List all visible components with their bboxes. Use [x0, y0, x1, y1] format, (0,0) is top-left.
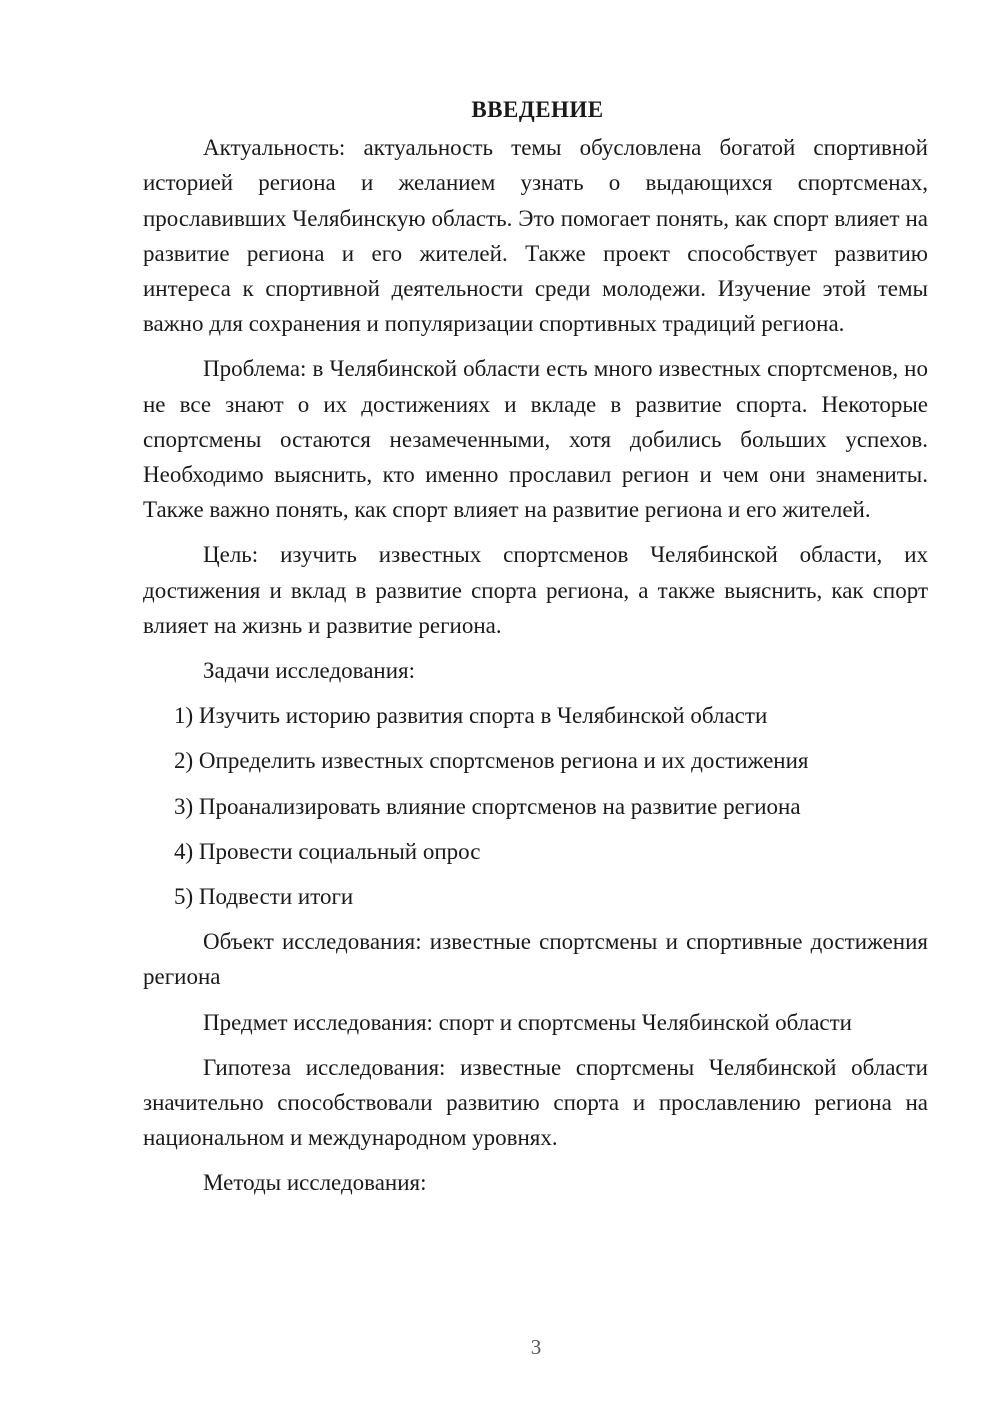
task-item: 1) Изучить историю развития спорта в Челябинской области [174, 703, 768, 729]
page-content [143, 92, 928, 1211]
hypothesis-paragraph: Гипотеза исследования: известные спортсмены Челябинской области значительно способствовали развитию спорта и прославлению региона на национальном и международном уровнях. [143, 1054, 928, 1151]
tasks-list [143, 698, 928, 914]
relevance-paragraph: Актуальность: актуальность темы обусловлена богатой спортивной историей региона и желанием узнать о выдающихся спортсменах, прославивших Челябинскую область. Это помогает понять, как спорт влияет на развитие региона и его жителей. Также проект способствует развитию интереса к спортивной деятельности среди молодежи. Изучение этой темы важно для сохранения и популяризации спортивных традиций региона. [143, 135, 928, 337]
goal-paragraph: Цель: изучить известных спортсменов Челябинской области, их достижения и вклад в развитие спорта региона, а также выяснить, как спорт влияет на жизнь и развитие региона. [143, 542, 928, 638]
subject-paragraph: Предмет исследования: спорт и спортсмены Челябинской области [203, 1009, 852, 1035]
task-item: 2) Определить известных спортсменов региона и их достижения [174, 748, 809, 774]
section-title: ВВЕДЕНИЕ [471, 97, 604, 122]
task-item: 3) Проанализировать влияние спортсменов на развитие региона [174, 793, 801, 819]
object-paragraph: Объект исследования: известные спортсмены и спортивные достижения региона [143, 929, 928, 990]
methods-heading: Методы исследования: [203, 1170, 427, 1196]
page-number: 3 [530, 1335, 542, 1359]
problem-paragraph: Проблема: в Челябинской области есть много известных спортсменов, но не все знают о их достижениях и вкладе в развитие спорта. Некоторые спортсмены остаются незамеченными, хотя добились больших успехов. Необходимо выяснить, кто именно прославил регион и чем они знамениты. Также важно понять, как спорт влияет на развитие региона и его жителей. [143, 356, 928, 523]
task-item: 5) Подвести итоги [174, 884, 354, 910]
tasks-heading: Задачи исследования: [203, 658, 416, 684]
task-item: 4) Провести социальный опрос [174, 838, 481, 864]
